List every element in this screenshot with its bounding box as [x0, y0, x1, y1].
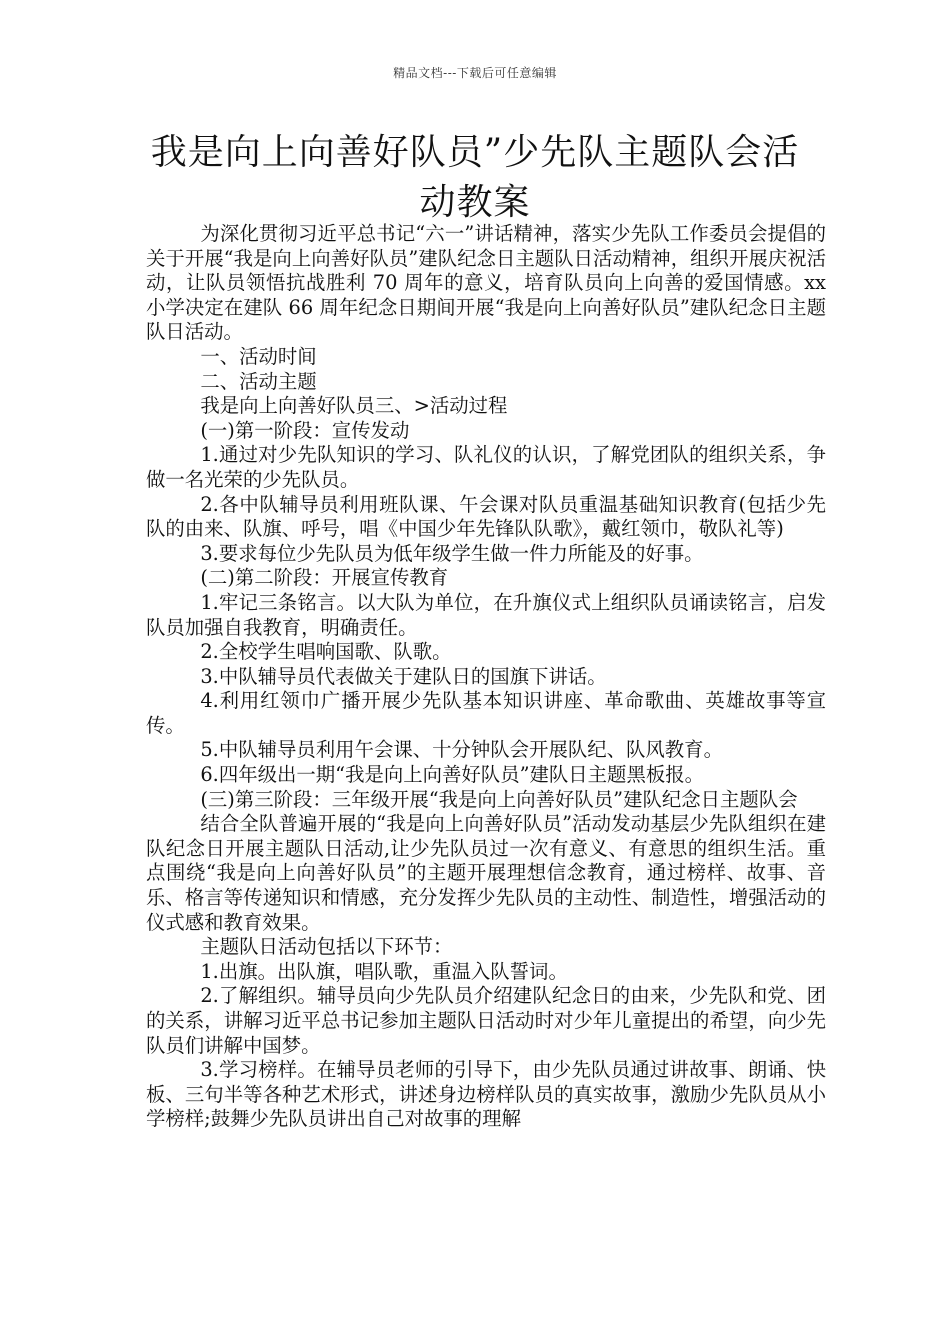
list-item: 3.学习榜样。在辅导员老师的引导下，由少先队员通过讲故事、朗诵、快板、三句半等各种艺术形式，讲述身边榜样队员的真实故事，激励少先队员从小学榜样;鼓舞少先队员讲出自己对故事的理解 — [146, 1058, 826, 1131]
paragraph-intro: 为深化贯彻习近平总书记“六一”讲话精神，落实少先队工作委员会提倡的关于开展“我是向上向善好队员”建队纪念日主题队日活动精神，组织开展庆祝活动，让队员领悟抗战胜利 70 周年的意义，培育队员向上向善的爱国情感。xx 小学决定在建队 66 周年纪念日期间开展“我是向上向善好队员”建队纪念日主题队日活动。 — [146, 222, 826, 344]
header-note: 精品文档---下载后可任意编辑 — [393, 66, 557, 80]
list-item: 3.中队辅导员代表做关于建队日的国旗下讲话。 — [200, 664, 607, 688]
list-item: 5.中队辅导员利用午会课、十分钟队会开展队纪、队风教育。 — [200, 738, 723, 762]
section-heading-time: 一、活动时间 — [200, 344, 317, 368]
paragraph: 主题队日活动包括以下环节： — [200, 935, 453, 959]
list-item: 6.四年级出一期“我是向上向善好队员”建队日主题黑板报。 — [200, 763, 705, 787]
document-title: 我是向上向善好队员”少先队主题队会活动教案 — [150, 132, 800, 223]
section-heading-theme: 二、活动主题 — [200, 369, 317, 393]
document-body — [146, 222, 826, 1132]
section-heading-process: 我是向上向善好队员三、>活动过程 — [200, 394, 508, 418]
list-item: 1.通过对少先队知识的学习、队礼仪的认识，了解党团队的组织关系，争做一名光荣的少先队员。 — [146, 443, 826, 491]
list-item: 1.出旗。出队旗，唱队歌，重温入队誓词。 — [200, 959, 568, 983]
stage-heading-3: (三)第三阶段：三年级开展“我是向上向善好队员”建队纪念日主题队会 — [200, 787, 798, 811]
stage-heading-1: (一)第一阶段：宣传发动 — [200, 418, 410, 442]
stage-heading-2: (二)第二阶段：开展宣传教育 — [200, 566, 449, 590]
list-item: 2.了解组织。辅导员向少先队员介绍建队纪念日的由来，少先队和党、团的关系，讲解习近平总书记参加主题队日活动时对少年儿童提出的希望，向少先队员们讲解中国梦。 — [146, 984, 826, 1057]
list-item: 3.要求每位少先队员为低年级学生做一件力所能及的好事。 — [200, 541, 704, 565]
list-item: 1.牢记三条铭言。以大队为单位，在升旗仪式上组织队员诵读铭言，启发队员加强自我教育，明确责任。 — [146, 590, 826, 639]
list-item: 4.利用红领巾广播开展少先队基本知识讲座、革命歌曲、英雄故事等宣传。 — [146, 689, 826, 737]
paragraph: 结合全队普遍开展的“我是向上向善好队员”活动发动基层少先队组织在建队纪念日开展主题队日活动,让少先队员过一次有意义、有意思的组织生活。重点围绕“我是向上向善好队员”的主题开展理想信念教育，通过榜样、故事、音乐、格言等传递知识和情感，充分发挥少先队员的主动性、制造性，增强活动的仪式感和教育效果。 — [146, 812, 826, 934]
list-item: 2.全校学生唱响国歌、队歌。 — [200, 640, 452, 664]
list-item: 2.各中队辅导员利用班队课、午会课对队员重温基础知识教育(包括少先队的由来、队旗、呼号，唱《中国少年先锋队队歌》，戴红领巾，敬队礼等) — [146, 492, 826, 541]
